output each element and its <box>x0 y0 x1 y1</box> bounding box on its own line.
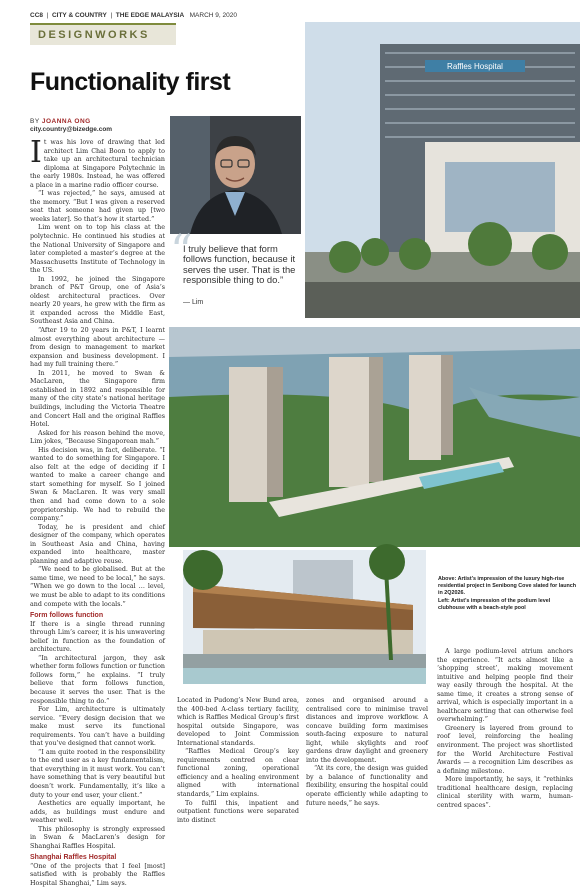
subhead-shanghai-raffles-hospital: Shanghai Raffles Hospital <box>30 854 117 862</box>
paragraph: Aesthetics are equally important, he adds, as buildings must endure and weather well. <box>30 800 165 825</box>
subhead-form-follows-function: Form follows function <box>30 612 104 620</box>
paragraph: Lim went on to top his class at the polytechnic. He continued his studies at the National University of Singapore and later completed a master’s degree at the Massachusetts Institute of Technology in the US. <box>30 224 165 275</box>
section-tag: DESIGNWORKS <box>30 23 176 45</box>
paragraph: His decision was, in fact, deliberate. “I wanted to do something for Singapore. I also felt at the edge of deciding if I wanted to make a career change and start something for myself. So I joined Swan & MacLaren. It was very small then and had come down to a sole proprietorship. We had to rebuild the company.” <box>30 446 165 523</box>
paragraph: To fulfil this, inpatient and outpatient functions were separated into distinct <box>177 799 299 824</box>
article-column-4 <box>437 648 573 809</box>
page-code: CC8 <box>30 12 44 19</box>
paragraph: zones and organised around a centralised core to minimise travel distances and improve workflow. A concave building form maximises south-facing exposure to natural light, while skylights and roof gardens draw daylight and greenery into the development. <box>306 697 428 764</box>
caption-above: Above: Artist’s impression of the luxury high-rise residential project in Senibong Cove slated for launch in 2Q2026. <box>438 576 577 597</box>
hospital-photo <box>305 22 580 318</box>
author-email: city.country@bizedge.com <box>30 126 113 133</box>
clubhouse-photo <box>181 548 428 686</box>
hospital-illustration <box>305 22 580 318</box>
paragraph: “In architectural jargon, they ask whether form follows function or function follows form,” he explains. “I truly believe that form follows function, because it serves the user. That is the responsible thing to do.” <box>30 654 165 705</box>
paragraph: For Lim, architecture is ultimately service. “Every design decision that we make must serve its functional requirements. You can’t have a building that you’ve designed that cannot work. <box>30 706 165 748</box>
pull-quote-attribution: — Lim <box>183 299 204 306</box>
paragraph: “I am quite rooted in the responsibility to the end user as a key fundamentalism, that everything in it must work. You can’t have something that is very beautiful but doesn’t work. Fundamentally, it’s like a duty to your end user, your client.” <box>30 748 165 799</box>
article-column-1 <box>30 135 165 888</box>
paragraph: In 1992, he joined the Singapore branch of P&T Group, one of Asia’s oldest architectural practices. Over nearly 20 years, he grew with the firm as it expanded across the Middle East, Southeast Asia and China. <box>30 275 165 326</box>
page-header: CC8 | CITY & COUNTRY | THE EDGE MALAYSIA MARCH 9, 2020 <box>30 12 237 19</box>
paragraph: Greenery is layered from ground to roof level, reinforcing the healing environment. The project was shortlisted for the World Architecture Festival Awards — a recognition Lim describes as a defining milestone. <box>437 724 573 775</box>
paragraph: Today, he is president and chief designer of the company, which operates in Southeast Asia and China, having expanded into healthcare, master planning and adaptive reuse. <box>30 523 165 565</box>
publication-name: THE EDGE MALAYSIA <box>115 12 185 19</box>
byline-prefix: BY <box>30 118 40 125</box>
paragraph: Located in Pudong’s New Bund area, the 400-bed A-class tertiary facility, which is Raffles Medical Group’s first hospital outside Singapore, was developed to Joint Commission International standards. <box>177 697 299 747</box>
paragraph: “Raffles Medical Group’s key requirements centred on clear functional zoning, operational efficiency and a healing environment aligned with international standards,” Lim explains. <box>177 748 299 799</box>
paragraph: “After 19 to 20 years in P&T, I learnt almost everything about architecture — from design to management to market expansion and business development. I had my full training there.” <box>30 327 165 369</box>
paragraph: Asked for his reason behind the move, Lim jokes, “Because Singaporean mah.” <box>30 429 165 446</box>
paragraph: A large podium-level atrium anchors the experience. “It acts almost like a ‘shopping street’, making movement intuitive and helping people find their way easily through the hospital. At the same time, it creates a strong sense of arrival, which is especially important in a healthcare setting that can otherwise feel overwhelming.” <box>437 648 573 724</box>
clubhouse-illustration <box>183 550 426 684</box>
issue-date: MARCH 9, 2020 <box>189 12 237 19</box>
portrait-photo <box>170 116 301 234</box>
paragraph: This philosophy is strongly expressed in Swan & MacLaren’s design for Shanghai Raffles Hospital. <box>30 825 165 850</box>
caption-left: Left: Artist’s impression of the podium level clubhouse with a beach-style pool <box>438 597 551 611</box>
portrait-illustration <box>170 116 301 234</box>
pull-quote: I truly believe that form follows function, because it serves the user. That is the responsible thing to do.” <box>183 243 296 286</box>
paragraph: In 2011, he moved to Swan & MacLaren, the Singapore firm established in 1892 and responsible for many of the city state’s national heritage buildings, including the Victoria Theatre and Concert Hall and the original Raffles Hotel. <box>30 369 165 429</box>
lead-paragraph: It was his love of drawing that led architect Lim Chai Boon to apply to take up an architectural technician diploma at Singapore Polytechnic in the early 1980s. Instead, he was offered a place in a marine radio officer course. <box>30 135 165 189</box>
section-name: CITY & COUNTRY <box>51 12 107 19</box>
aerial-illustration <box>169 327 580 547</box>
quote-mark: “ <box>170 226 193 277</box>
article-column-3 <box>306 697 428 805</box>
hospital-sign-text: Raffles Hospital <box>447 62 503 71</box>
paragraph: “I was rejected,” he says, amused at the memory. “But I was given a reserved seat that someone had given up [two weeks later]. So that’s how it started.” <box>30 190 165 223</box>
drop-cap: I <box>30 135 42 170</box>
paragraph: “At its core, the design was guided by a balance of functionality and flexibility, ensuring the hospital could operate efficiently while adapting to future needs,” he says. <box>306 765 428 807</box>
paragraph: “We need to be globalised. But at the same time, we need to be local,” he says. “When we go down to the local … level, we must be able to adapt to its conditions and compete with the locals.” <box>30 566 165 608</box>
paragraph: “One of the projects that I feel [most] satisfied with is probably the Raffles Hospital Shanghai,” Lim says. <box>30 862 165 888</box>
article-column-2 <box>177 697 299 824</box>
aerial-residential-photo <box>169 327 580 547</box>
byline <box>30 118 91 125</box>
photo-caption <box>438 576 578 612</box>
author-name: JOANNA ONG <box>41 118 91 125</box>
paragraph: More importantly, he says, it “rethinks traditional healthcare design, replacing clinical sterility with warm, human-centred spaces”. <box>437 776 573 809</box>
paragraph: If there is a single thread running through Lim’s career, it is his unwavering belief in function as the foundation of architecture. <box>30 620 165 654</box>
headline: Functionality first <box>30 68 231 96</box>
